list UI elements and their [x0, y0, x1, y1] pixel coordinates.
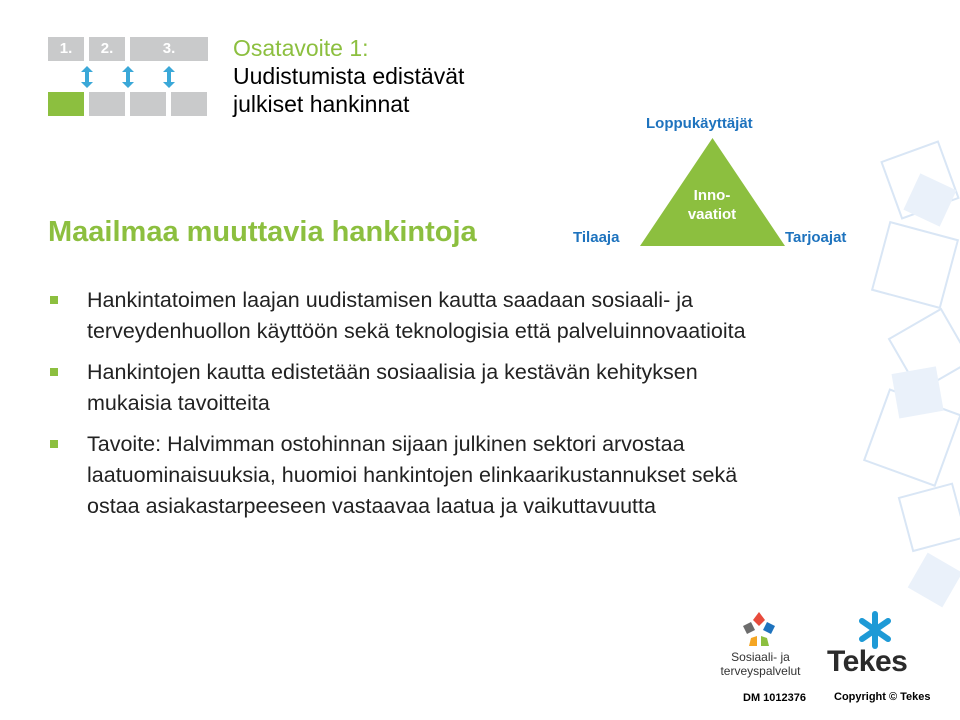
bullet-text: Tavoite: Halvimman ostohinnan sijaan julkinen sektori arvostaa laatuominaisuuksia, huomioi hankintojen elinkaarikustannukset sekä ostaa asiakastarpeeseen vastaavaa laatua ja vaikuttavuutta [87, 432, 738, 518]
bullet-square-icon [50, 440, 58, 448]
step-3-arrow-icon [162, 66, 176, 88]
step-1-arrow-icon [80, 66, 94, 88]
bullet-square-icon [50, 368, 58, 376]
sote-logo-text [708, 650, 813, 678]
sote-star-icon [743, 612, 775, 648]
triangle-left-label: Tilaaja [573, 229, 620, 246]
step-4-status [171, 92, 207, 116]
step-3-status [130, 92, 166, 116]
bullet-list [48, 285, 748, 532]
sote-logo-line-2: terveyspalvelut [720, 664, 801, 678]
tekes-snowflake-icon [857, 610, 893, 650]
triangle-center-line-1: Inno- [693, 187, 731, 204]
tekes-wordmark: Tekes [827, 645, 908, 678]
step-3-label: 3. [130, 37, 208, 61]
triangle-center-line-2: vaatiot [687, 206, 737, 223]
subtitle-line-1: Osatavoite 1: [233, 35, 369, 61]
bullet-item [48, 429, 748, 522]
copyright-text: Copyright © Tekes [834, 691, 931, 703]
subtitle-line-3: julkiset hankinnat [233, 91, 410, 117]
triangle-center-label [662, 186, 762, 224]
subtitle-line-2: Uudistumista edistävät [233, 63, 465, 89]
subtitle [233, 34, 553, 118]
step-1-label: 1. [48, 37, 84, 61]
triangle-right-label: Tarjoajat [785, 229, 847, 246]
bullet-item [48, 357, 748, 419]
step-2-status [89, 92, 125, 116]
step-1-status [48, 92, 84, 116]
bullet-text: Hankintatoimen laajan uudistamisen kautta saadaan sosiaali- ja terveydenhuollon käyttöön sekä teknologisia että palveluinnovaatioita [87, 288, 746, 343]
page-title: Maailmaa muuttavia hankintoja [48, 216, 477, 248]
doc-id: DM 1012376 [743, 692, 806, 704]
step-2-label: 2. [89, 37, 125, 61]
bullet-text: Hankintojen kautta edistetään sosiaalisia ja kestävän kehityksen mukaisia tavoitteita [87, 360, 698, 415]
bullet-item [48, 285, 748, 347]
sote-logo-line-1: Sosiaali- ja [731, 650, 790, 664]
step-2-arrow-icon [121, 66, 135, 88]
triangle-top-label: Loppukäyttäjät [646, 115, 753, 132]
bullet-square-icon [50, 296, 58, 304]
